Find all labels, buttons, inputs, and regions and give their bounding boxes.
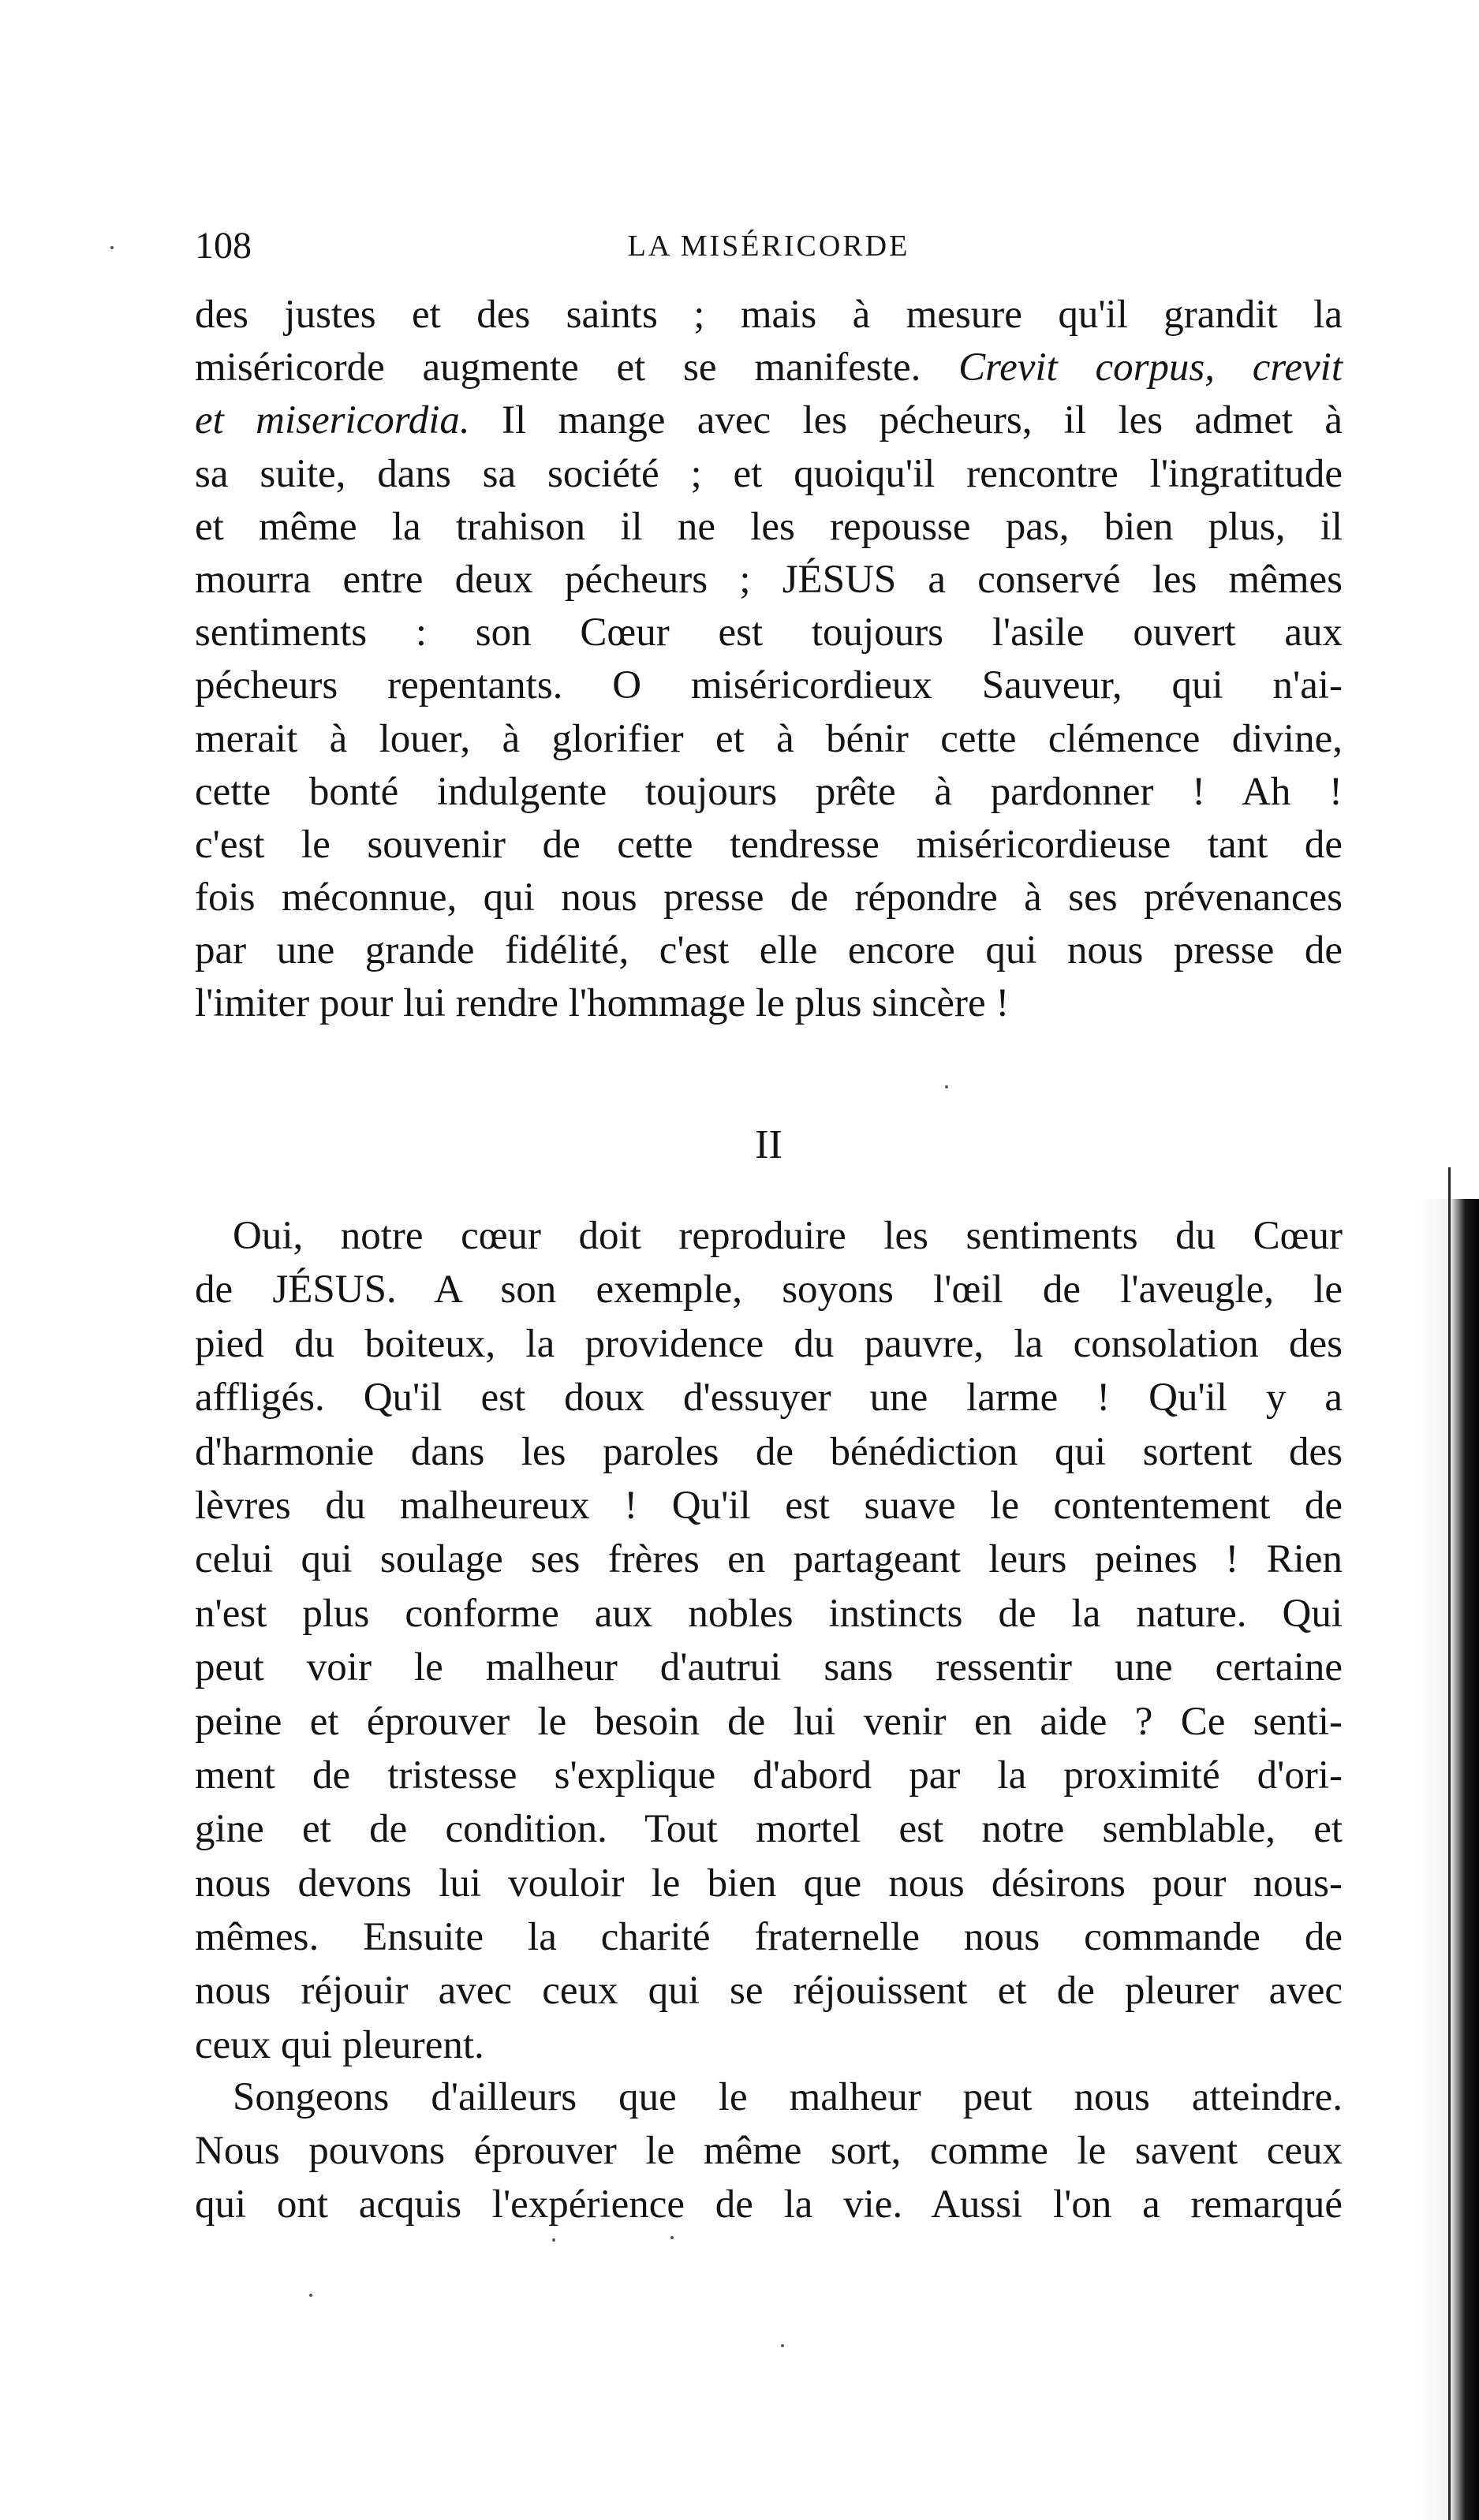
running-title: LA MISÉRICORDE — [627, 230, 910, 263]
page-edge-line — [1448, 1167, 1451, 2520]
paragraph-line: qui ont acquis l'expérience de la vie. Aussi l'on a remarqué — [195, 2182, 1343, 2227]
paragraph-line: Songeons d'ailleurs que le malheur peut nous atteindre. — [233, 2075, 1343, 2119]
paragraph-line: c'est le souvenir de cette tendresse miséricordieuse tant de — [195, 822, 1343, 867]
paragraph-2 — [195, 1209, 1343, 2072]
ink-speck — [670, 2236, 674, 2239]
paragraph-line: lèvres du malheureux ! Qu'il est suave le contentement de — [195, 1483, 1343, 1528]
paragraph-line: mourra entre deux pécheurs ; JÉSUS a conservé les mêmes — [195, 557, 1343, 602]
ink-speck — [309, 2294, 312, 2297]
latin-phrase: Crevit corpus, crevit — [958, 345, 1343, 390]
paragraph-1 — [195, 289, 1343, 1031]
ink-speck — [110, 246, 114, 249]
paragraph-line: et même la trahison il ne les repousse pas, bien plus, il — [195, 504, 1343, 549]
paragraph-line: sa suite, dans sa société ; et quoiqu'il rencontre l'ingratitude — [195, 451, 1343, 496]
paragraph-line: l'imiter pour lui rendre l'hommage le plus sincère ! — [195, 981, 1010, 1026]
paragraph-line: gine et de condition. Tout mortel est notre semblable, et — [195, 1807, 1343, 1852]
paragraph-line: mêmes. Ensuite la charité fraternelle nous commande de — [195, 1915, 1343, 1960]
paragraph-line: nous devons lui vouloir le bien que nous désirons pour nous- — [195, 1861, 1343, 1906]
paragraph-line: de JÉSUS. A son exemple, soyons l'œil de l'aveugle, le — [195, 1267, 1343, 1312]
page-number: 108 — [195, 225, 252, 267]
paragraph-line: pécheurs repentants. O miséricordieux Sauveur, qui n'ai- — [195, 663, 1343, 708]
paragraph-line: merait à louer, à glorifier et à bénir cette clémence divine, — [195, 716, 1343, 761]
paragraph-line: par une grande fidélité, c'est elle encore qui nous presse de — [195, 928, 1343, 973]
ink-speck — [945, 1085, 948, 1088]
paragraph-line: ment de tristesse s'explique d'abord par la proximité d'ori- — [195, 1753, 1343, 1798]
ink-speck — [552, 2238, 555, 2242]
paragraph-line: Oui, notre cœur doit reproduire les sentiments du Cœur — [233, 1214, 1343, 1258]
paragraph-line: Nous pouvons éprouver le même sort, comme le savent ceux — [195, 2129, 1343, 2173]
section-heading: II — [755, 1122, 782, 1167]
paragraph-line: et misericordia. Il mange avec les pécheurs, il les admet à — [195, 398, 1343, 443]
paragraph-line: n'est plus conforme aux nobles instincts de la nature. Qui — [195, 1591, 1343, 1636]
paragraph-line: celui qui soulage ses frères en partageant leurs peines ! Rien — [195, 1537, 1343, 1582]
paragraph-3 — [195, 2070, 1343, 2231]
paragraph-line: ceux qui pleurent. — [195, 2022, 484, 2067]
paragraph-line: sentiments : son Cœur est toujours l'asile ouvert aux — [195, 610, 1343, 655]
paragraph-line: peut voir le malheur d'autrui sans ressentir une certaine — [195, 1645, 1343, 1690]
paragraph-line: nous réjouir avec ceux qui se réjouissent et de pleurer avec — [195, 1969, 1343, 2014]
paragraph-line: fois méconnue, qui nous presse de répondre à ses prévenances — [195, 875, 1343, 920]
latin-phrase: et misericordia. — [195, 398, 470, 443]
paragraph-line: d'harmonie dans les paroles de bénédiction qui sortent des — [195, 1429, 1343, 1474]
running-header — [195, 222, 1343, 270]
paragraph-line: cette bonté indulgente toujours prête à pardonner ! Ah ! — [195, 769, 1343, 814]
paragraph-line: peine et éprouver le besoin de lui venir en aide ? Ce senti- — [195, 1699, 1343, 1744]
paragraph-line: affligés. Qu'il est doux d'essuyer une larme ! Qu'il y a — [195, 1376, 1343, 1421]
paragraph-line: pied du boiteux, la providence du pauvre, la consolation des — [195, 1321, 1343, 1366]
paragraph-line: des justes et des saints ; mais à mesure qu'il grandit la — [195, 293, 1343, 337]
ink-speck — [781, 2344, 784, 2347]
page-edge-shadow — [1416, 1199, 1479, 2520]
paragraph-line: miséricorde augmente et se manifeste. Crevit corpus, crevit — [195, 345, 1343, 390]
